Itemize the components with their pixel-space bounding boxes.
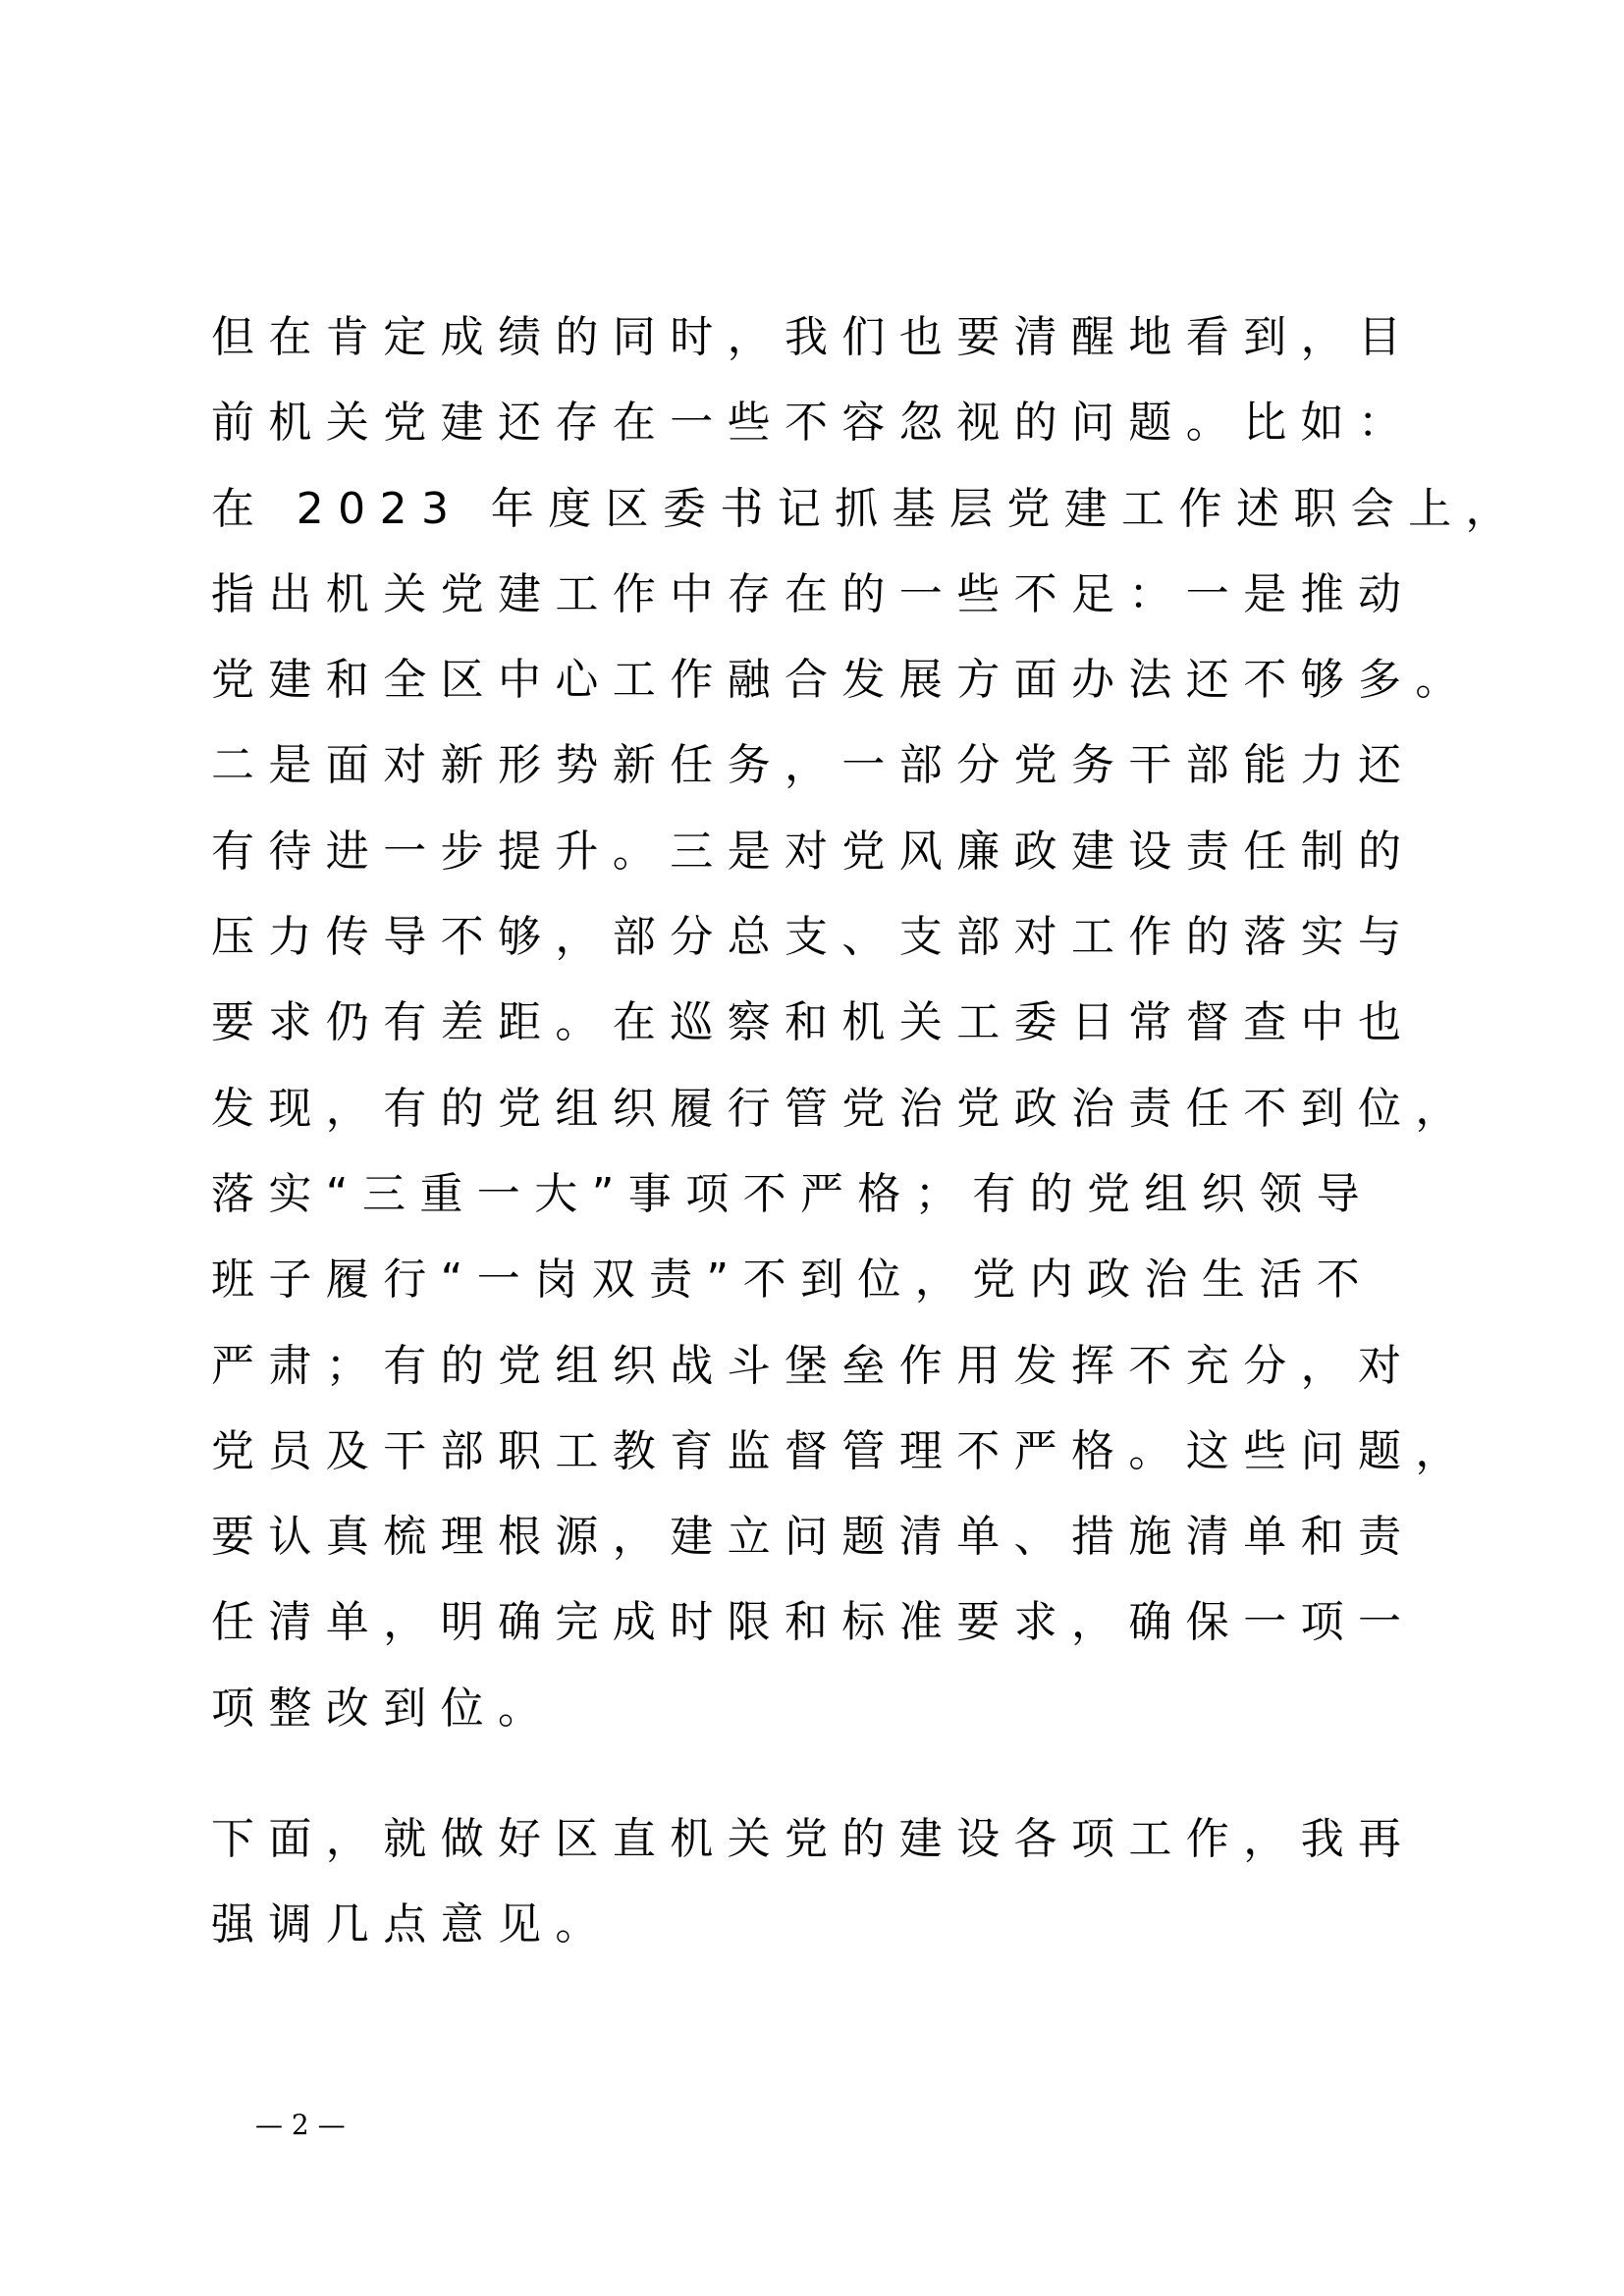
text-line: 任清单，明确完成时限和标准要求，确保一项一: [211, 1597, 1416, 1648]
text-line: 要认真梳理根源，建立问题清单、措施清单和责: [211, 1512, 1416, 1563]
text-line: 但在肯定成绩的同时，我们也要清醒地看到，目: [211, 312, 1416, 362]
text-line: 党建和全区中心工作融合发展方面办法还不够多。: [211, 655, 1473, 706]
text-line: 压力传导不够，部分总支、支部对工作的落实与: [211, 912, 1416, 963]
text-line: 有待进一步提升。三是对党风廉政建设责任制的: [211, 826, 1416, 877]
text-line: 二是面对新形势新任务，一部分党务干部能力还: [211, 740, 1416, 791]
text-line: 班子履行“一岗双责”不到位，党内政治生活不: [211, 1255, 1374, 1306]
text-line: 强调几点意见。: [211, 1899, 613, 1950]
text-line: 前机关党建还存在一些不容忽视的问题。比如：: [211, 398, 1416, 449]
page-number: — 2 —: [255, 2109, 346, 2141]
text-line: 下面，就做好区直机关党的建设各项工作，我再: [211, 1814, 1416, 1864]
text-line: 落实“三重一大”事项不严格；有的党组织领导: [211, 1168, 1374, 1219]
text-line: 要求仍有差距。在巡察和机关工委日常督查中也: [211, 997, 1416, 1048]
text-line: 发现，有的党组织履行管党治党政治责任不到位，: [211, 1083, 1473, 1134]
text-line: 在 2023 年度区委书记抓基层党建工作述职会上，: [211, 483, 1523, 534]
body-paragraph-2: [211, 1796, 1468, 1968]
body-paragraph-1: [211, 294, 1523, 1751]
text-line: 指出机关党建工作中存在的一些不足：一是推动: [211, 568, 1416, 619]
text-line: 严肃；有的党组织战斗堡垒作用发挥不充分，对: [211, 1340, 1416, 1391]
text-line: 项整改到位。: [211, 1682, 556, 1734]
text-line: 党员及干部职工教育监督管理不严格。这些问题，: [211, 1425, 1473, 1476]
